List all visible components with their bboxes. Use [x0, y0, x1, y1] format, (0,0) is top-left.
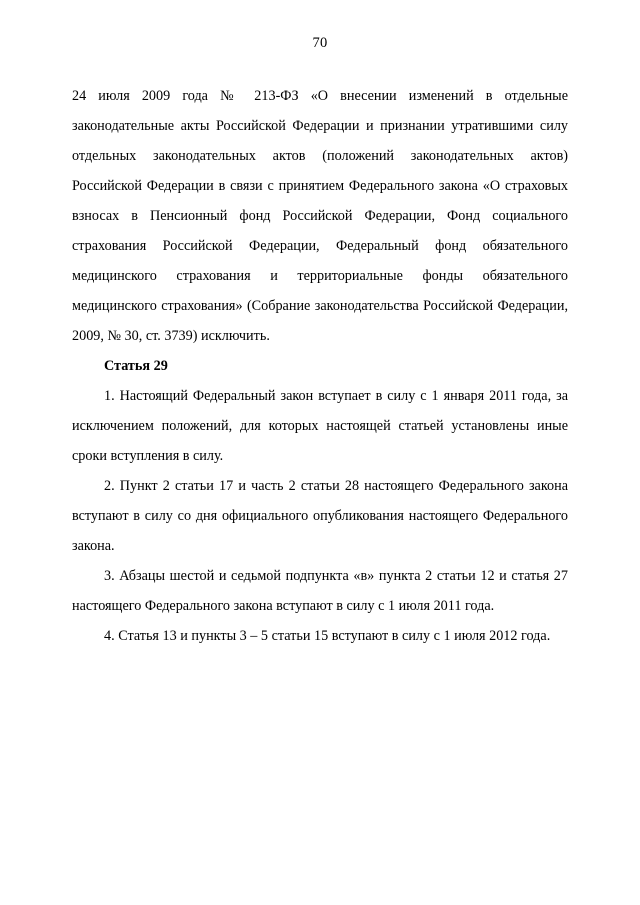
page-number: 70 — [312, 35, 328, 51]
document-body — [72, 81, 568, 651]
clause-item-4: 4. Статья 13 и пункты 3 – 5 статьи 15 вступают в силу с 1 июля 2012 года. — [104, 627, 551, 644]
clause-item-3: 3. Абзацы шестой и седьмой подпункта «в» пункта 2 статьи 12 и статья 27 настоящего Федерального закона вступают в силу с 1 июля 2011 года. — [72, 567, 568, 614]
paragraph-opening: 24 июля 2009 года № 213-ФЗ «О внесении изменений в отдельные законодательные акты Российской Федерации и признании утратившими силу отдельных законодательных актов (положений законодательных актов) Российской Федерации в связи с принятием Федерального закона «О страховых взносах в Пенсионный фонд Российской Федерации, Фонд социального страхования Российской Федерации, Федеральный фонд обязательного медицинского страхования и территориальные фонды обязательного медицинского страхования» (Собрание законодательства Российской Федерации, 2009, № 30, ст. 3739) исключить. — [72, 87, 568, 344]
clause-item-1: 1. Настоящий Федеральный закон вступает в силу с 1 января 2011 года, за исключением положений, для которых настоящей статьей установлены иные сроки вступления в силу. — [72, 387, 568, 464]
article-heading: Статья 29 — [104, 357, 168, 374]
clause-item-2: 2. Пункт 2 статьи 17 и часть 2 статьи 28 настоящего Федерального закона вступают в силу со дня официального опубликования настоящего Федерального закона. — [72, 477, 568, 554]
